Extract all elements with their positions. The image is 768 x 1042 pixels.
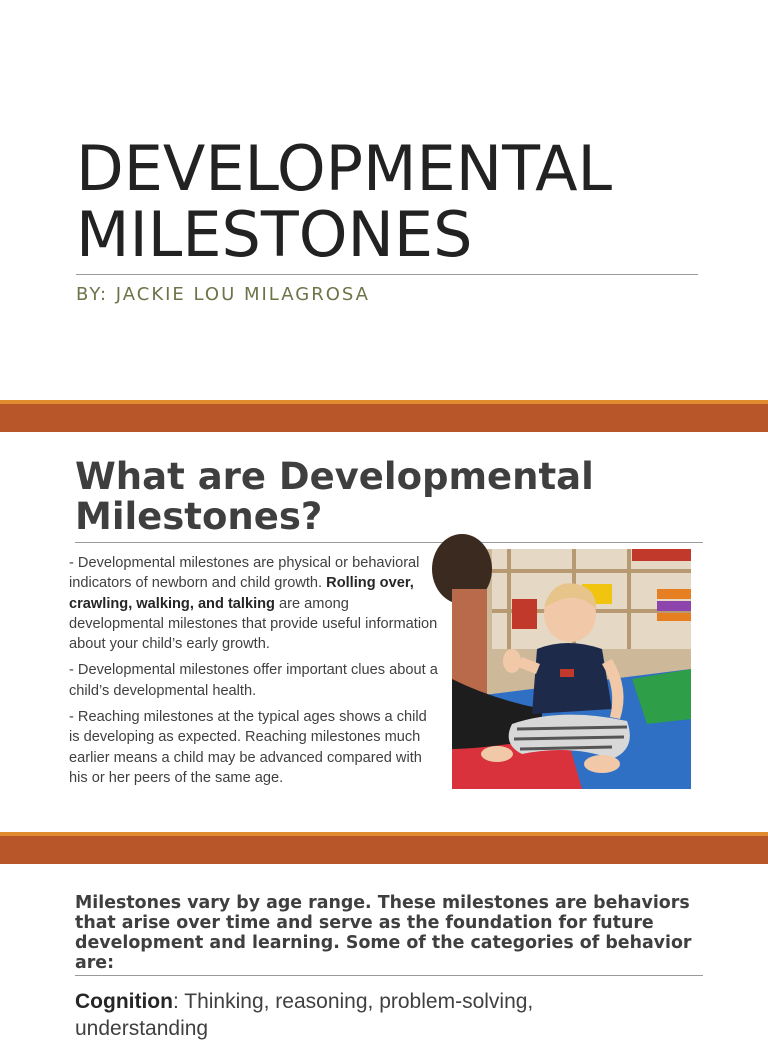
slide-separator-bar: [0, 400, 768, 432]
slide-heading-line: What are Developmental: [75, 455, 594, 498]
author-subtitle: BY: JACKIE LOU MILAGROSA: [76, 284, 370, 305]
slide-heading: Milestones vary by age range. These milestones are behaviors that arise over time and serve as the foundation for future development and learning. Some of the categories of behavior are:: [75, 893, 692, 973]
paragraph-bold-text: Rolling over, crawling, walking, and talking: [69, 575, 414, 612]
content-slide-categories: [0, 864, 768, 1040]
title-slide: [0, 0, 768, 400]
category-term: Cognition: [75, 990, 173, 1013]
content-slide-definition: [0, 432, 768, 832]
baby-photo-icon: [452, 549, 691, 789]
slide-separator-bar: [0, 832, 768, 864]
definition-text: [69, 553, 441, 794]
slide-title-line: MILESTONES: [76, 198, 473, 271]
slide-heading-line: Milestones?: [75, 495, 323, 538]
paragraph: [69, 553, 441, 654]
paragraph-text: - Developmental milestones are physical or behavioral indicators of newborn and child growth.: [69, 555, 420, 592]
paragraph-text: are among developmental milestones that provide useful information about your child’s early growth.: [69, 595, 438, 653]
slide-heading: [75, 457, 695, 537]
category-definition: : Thinking, reasoning, problem-solving, understanding: [75, 990, 534, 1040]
slide-title-line: DEVELOPMENTAL: [76, 132, 613, 205]
title-divider-rule: [76, 274, 698, 275]
paragraph: - Developmental milestones offer important clues about a child’s developmental health.: [69, 662, 438, 699]
category-item: [75, 988, 595, 1042]
slide-title: [76, 132, 716, 271]
heading-divider-rule: [75, 542, 703, 543]
heading-divider-rule: [75, 975, 703, 976]
paragraph: - Reaching milestones at the typical ages shows a child is developing as expected. Reaching milestones much earlier means a child may be advanced compared with his or her peers of the same age.: [69, 709, 427, 786]
